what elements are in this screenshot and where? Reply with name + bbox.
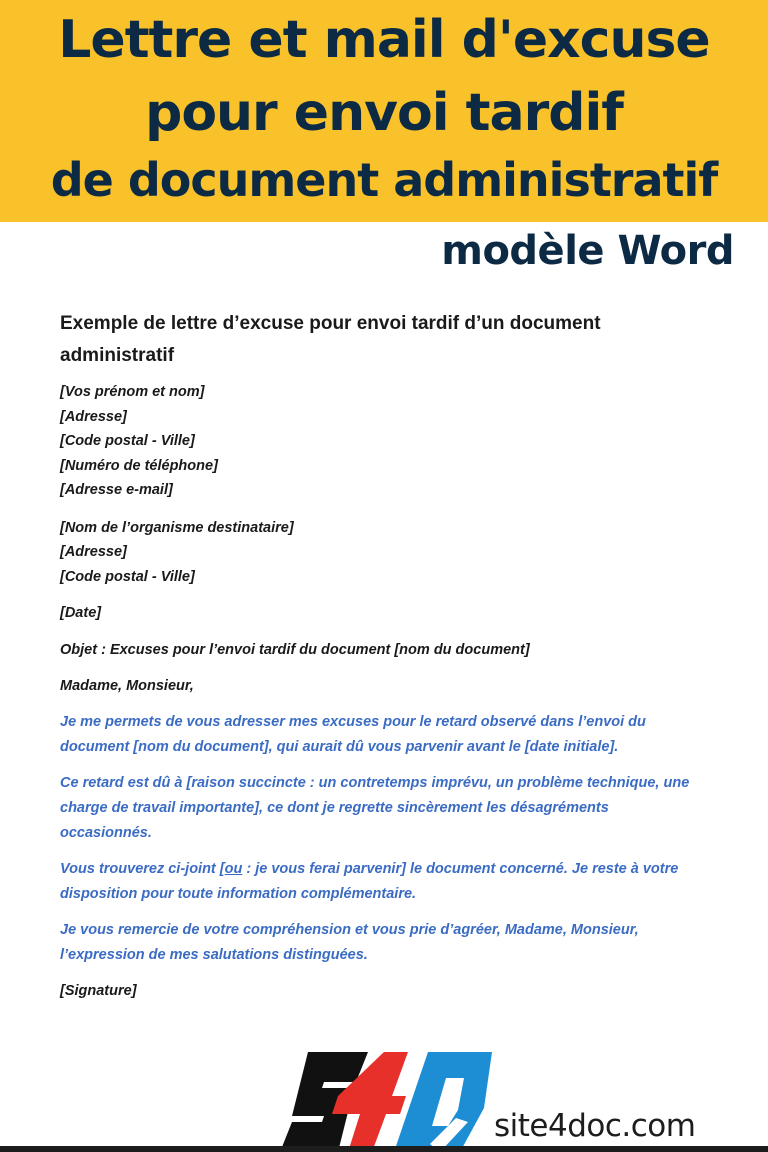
site-url[interactable]: site4doc.com [494,1108,696,1144]
document-title-line-2: administratif [60,345,175,366]
sender-line: [Adresse e-mail] [60,482,173,498]
paragraph-line: disposition pour toute information complémentaire. [60,886,417,902]
banner-title-line-2: pour envoi tardif [145,83,623,143]
signature-line: [Signature] [60,983,137,999]
object-line: Objet : Excuses pour l’envoi tardif du document [nom du document] [60,642,530,658]
bottom-bar [0,1146,768,1152]
paragraph-line: document [nom du document], qui aurait dû vous parvenir avant le [date initiale]. [60,739,619,755]
document-title-line-1: Exemple de lettre d’excuse pour envoi tardif d’un document [60,313,601,334]
paragraph-line: Je me permets de vous adresser mes excuses pour le retard observé dans l’envoi du [60,714,646,730]
paragraph-reason [60,771,730,846]
document-title [60,308,730,372]
subtitle-model-word: modèle Word [441,228,734,274]
recipient-line: [Code postal - Ville] [60,568,195,585]
sender-line: [Vos prénom et nom] [60,384,205,400]
paragraph-line [60,857,730,882]
paragraph-line: l’expression de mes salutations distinguées. [60,947,368,963]
title-banner [0,0,768,222]
sender-block [60,380,730,503]
letter-document [60,308,730,1004]
paragraph-line: Ce retard est dû à [raison succincte : un contretemps imprévu, un problème technique, une [60,775,690,791]
paragraph-text: : je vous ferai parvenir] le document concerné. Je reste à votre [242,861,679,877]
paragraph-apology [60,710,730,760]
sender-line: [Code postal - Ville] [60,433,195,449]
paragraph-line: Je vous remercie de votre compréhension et vous prie d’agréer, Madame, Monsieur, [60,922,639,938]
recipient-line: [Adresse] [60,544,127,560]
banner-title-line-3: de document administratif [50,153,718,207]
sender-line: [Adresse] [60,408,127,425]
paragraph-attachment [60,857,730,907]
underlined-ou: ou [224,861,243,877]
sender-line: [Numéro de téléphone] [60,457,218,474]
site4doc-logo [280,1052,495,1152]
paragraph-line: occasionnés. [60,825,152,841]
banner-title-line-1: Lettre et mail d'excuse [58,10,710,70]
recipient-block [60,516,730,590]
paragraph-line: charge de travail importante], ce dont je regrette sincèrement les désagréments [60,800,609,816]
date-line: [Date] [60,605,102,621]
paragraph-text: Vous trouverez ci-joint [ [60,861,225,877]
salutation: Madame, Monsieur, [60,678,194,694]
recipient-line: [Nom de l’organisme destinataire] [60,519,294,536]
paragraph-closing [60,918,730,968]
